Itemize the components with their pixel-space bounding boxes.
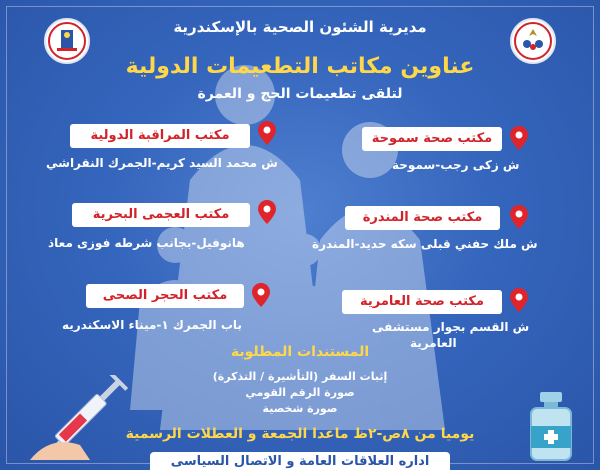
ministry-of-health-logo (510, 18, 556, 64)
location-pin-icon (258, 200, 276, 224)
directorate-title: مديرية الشئون الصحية بالإسكندرية (173, 18, 427, 36)
requirements-title: المستندات المطلوبة (230, 344, 370, 360)
office-label-international-monitoring: مكتب المراقبة الدولية (70, 124, 250, 148)
office-address-agami: هانوفيل-بجانب شرطه فوزى معاذ (48, 236, 245, 250)
office-label-agami: مكتب العجمى البحرية (72, 203, 250, 227)
footer-department: اداره العلاقات العامة و الاتصال السياسى (150, 452, 450, 470)
requirement-item: صورة شخصية (262, 402, 338, 415)
office-label-mandara: مكتب صحة المندرة (345, 206, 500, 230)
office-address-quarantine: باب الجمرك ١-ميناء الاسكندريه (62, 318, 242, 332)
office-address-amreya: ش القسم بجوار مستشفى (372, 320, 530, 334)
office-address-mandara: ش ملك حفني قبلى سكه حديد-المندرة (312, 237, 538, 251)
requirement-item: صورة الرقم القومي (245, 386, 355, 399)
working-hours: يوميا من ٨ص-٢ظ ماعدا الجمعة و العطلات الرسمية (125, 426, 475, 442)
location-pin-icon (252, 283, 270, 307)
office-address-international-monitoring: ش محمد السيد كريم-الجمرك النقراشي (46, 156, 278, 170)
syringe-icon (30, 375, 140, 460)
location-pin-icon (510, 288, 528, 312)
page-subtitle: لتلقى تطعيمات الحج و العمرة (197, 86, 403, 102)
location-pin-icon (510, 126, 528, 150)
office-address-amreya-line2: العامرية (410, 336, 457, 350)
office-label-quarantine: مكتب الحجر الصحى (86, 284, 244, 308)
office-label-amreya: مكتب صحة العامرية (342, 290, 502, 314)
requirement-item: إثبات السفر (التأشيرة / التذكرة) (212, 370, 388, 383)
location-pin-icon (510, 205, 528, 229)
health-affairs-logo (44, 18, 90, 64)
location-pin-icon (258, 121, 276, 145)
office-address-smouha: ش زكى رجب-سموحة (392, 158, 520, 172)
page-title: عناوين مكاتب التطعيمات الدولية (125, 54, 475, 79)
office-label-smouha: مكتب صحة سموحة (362, 127, 502, 151)
